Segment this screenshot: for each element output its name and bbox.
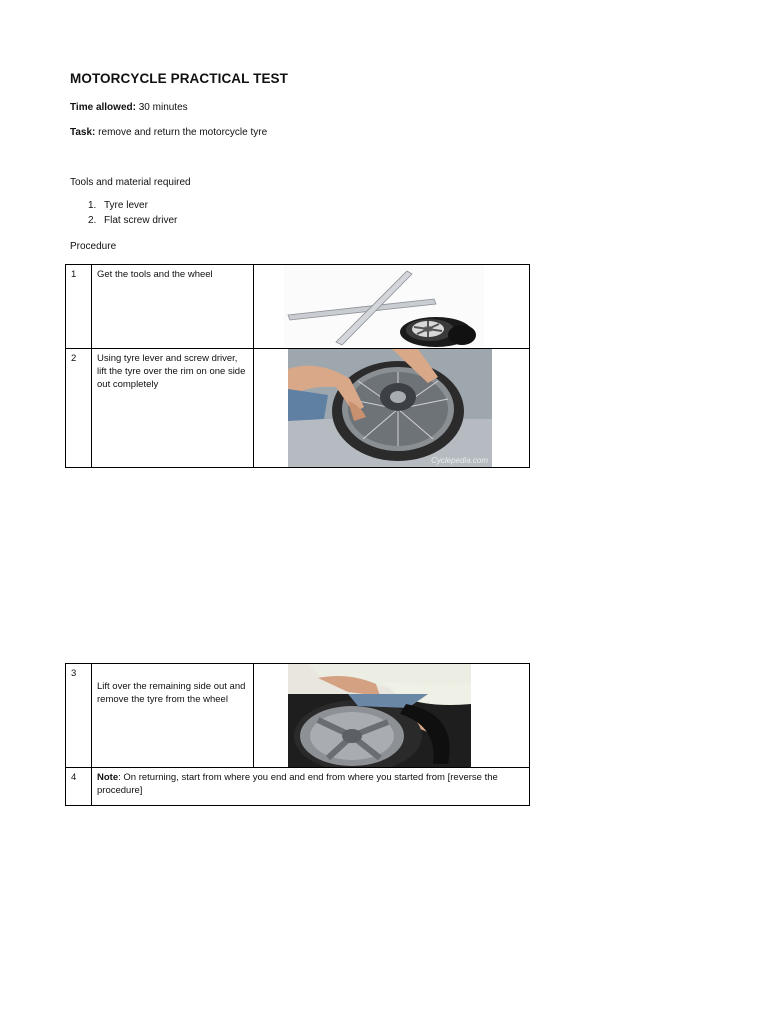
table-row <box>66 664 530 768</box>
lifting-tyre-over-rim-photo <box>288 349 492 467</box>
step-image-cell <box>254 265 530 349</box>
document-title: MOTORCYCLE PRACTICAL TEST <box>70 71 289 86</box>
photo-watermark: Cyclepedia.com <box>431 456 488 465</box>
step-number: 1 <box>66 265 92 349</box>
note-label: Note <box>97 772 119 783</box>
step-text: Lift over the remaining side out and remove the tyre from the wheel <box>97 681 246 705</box>
list-item-number: 1. <box>88 200 97 211</box>
step-number: 2 <box>66 349 92 468</box>
tools-heading: Tools and material required <box>70 177 191 188</box>
time-allowed-line <box>70 102 188 113</box>
step-image-cell <box>254 349 530 468</box>
time-allowed-value: 30 minutes <box>138 102 188 113</box>
time-allowed-label: Time allowed: <box>70 102 136 113</box>
step-text: Get the tools and the wheel <box>92 265 254 349</box>
table-row <box>66 768 530 806</box>
tools-list <box>88 200 177 230</box>
list-item-label: Flat screw driver <box>104 215 178 226</box>
procedure-heading: Procedure <box>70 241 117 252</box>
list-item-label: Tyre lever <box>104 200 148 211</box>
procedure-table-1 <box>65 264 530 468</box>
list-item <box>88 200 177 215</box>
step-cell <box>92 664 254 768</box>
step-number: 3 <box>66 664 92 768</box>
task-label: Task: <box>70 127 96 138</box>
step-note <box>92 768 530 806</box>
table-row <box>66 349 530 468</box>
step-text: Using tyre lever and screw driver, lift the tyre over the rim on one side out completely <box>92 349 254 468</box>
task-line <box>70 127 267 138</box>
step-number: 4 <box>66 768 92 806</box>
procedure-table-2 <box>65 663 530 806</box>
step-image-cell <box>254 664 530 768</box>
list-item-number: 2. <box>88 215 97 226</box>
tyre-levers-and-wheel-photo <box>284 265 484 347</box>
task-value: remove and return the motorcycle tyre <box>98 127 268 138</box>
table-row <box>66 265 530 349</box>
removing-tyre-from-wheel-photo <box>288 664 471 767</box>
step-text: : On returning, start from where you end and end from where you started from [reverse the procedure] <box>97 772 498 796</box>
list-item <box>88 215 177 230</box>
